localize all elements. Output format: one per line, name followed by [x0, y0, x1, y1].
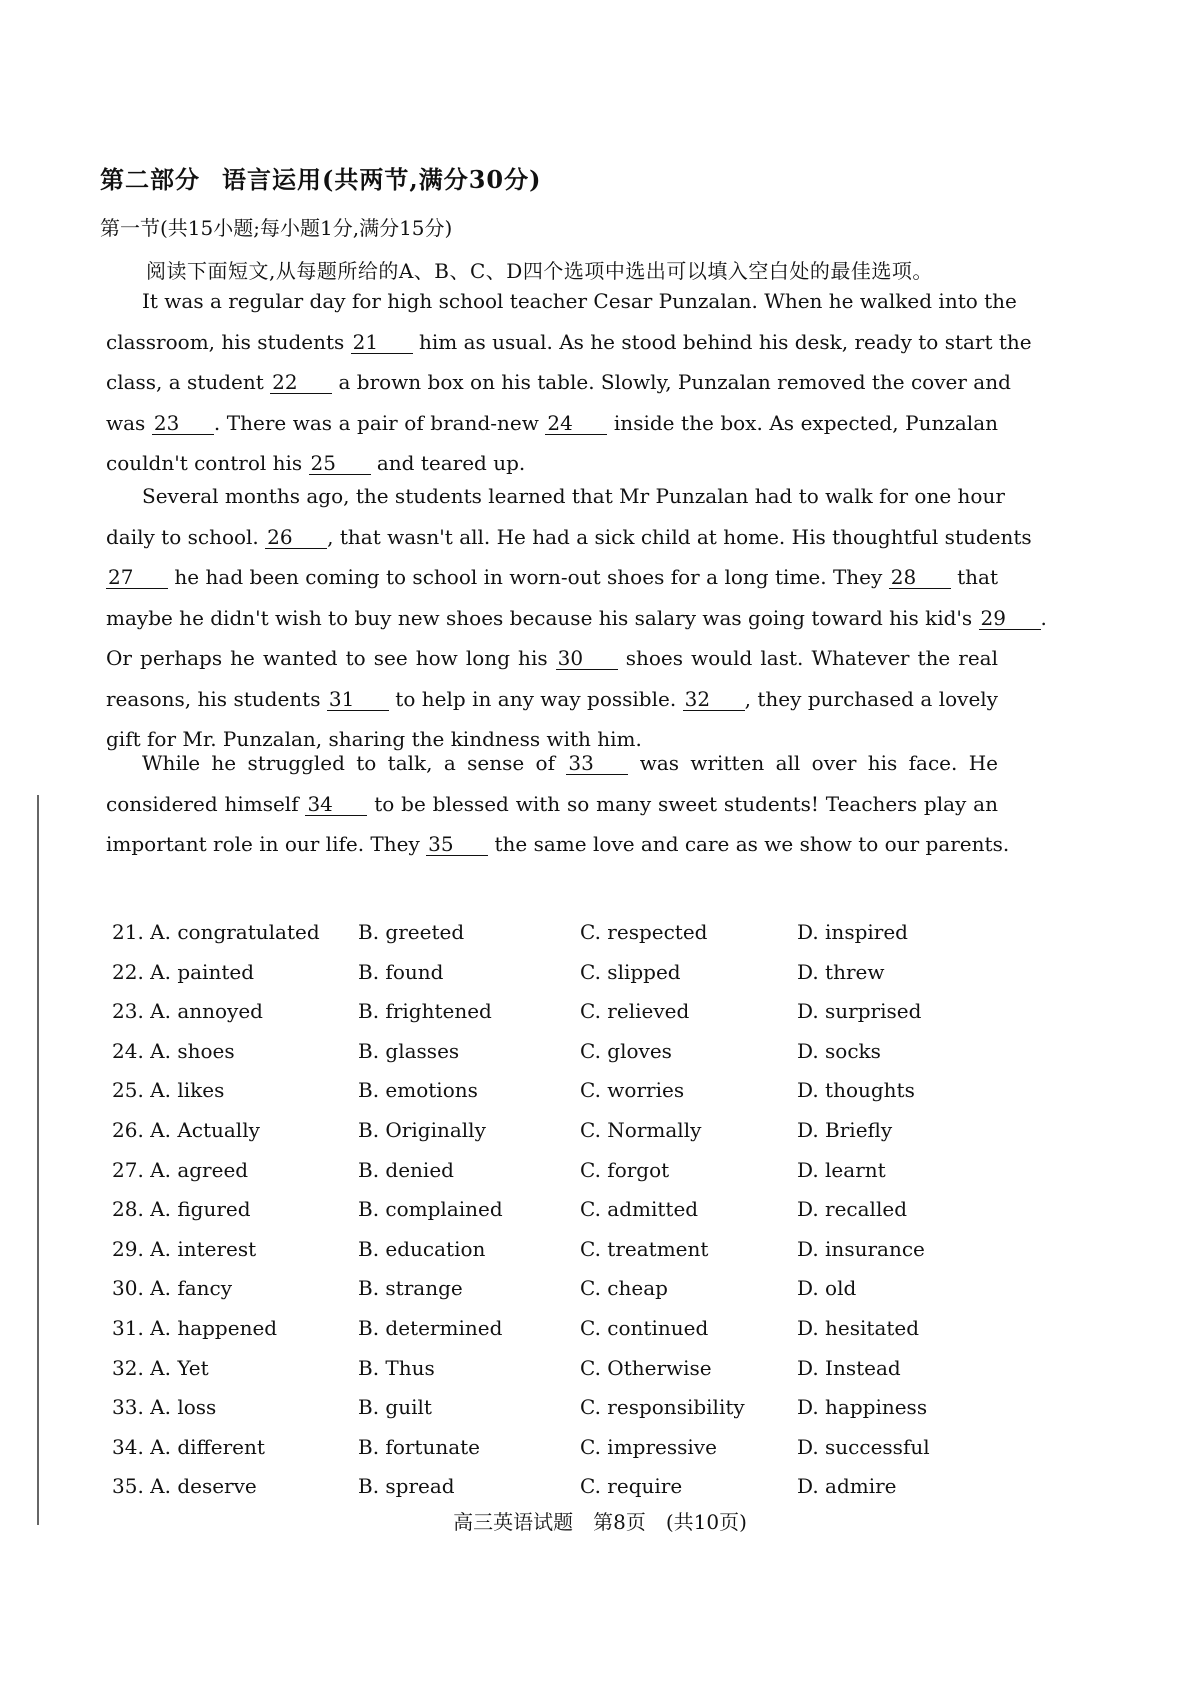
passage-text: maybe he didn't wish to buy new shoes because his salary was going toward his kid's [106, 605, 979, 630]
blank-26[interactable]: 26 [265, 526, 327, 549]
option-b[interactable]: B. denied [358, 1157, 454, 1182]
option-b[interactable]: B. Originally [358, 1117, 486, 1142]
blank-31[interactable]: 31 [327, 688, 389, 711]
option-b[interactable]: B. glasses [358, 1038, 460, 1063]
option-a[interactable]: 32. A. Yet [112, 1355, 209, 1380]
passage-text: that [950, 565, 998, 589]
option-a[interactable]: 35. A. deserve [112, 1474, 257, 1499]
passage-line [106, 322, 1032, 363]
passage-line [106, 517, 1032, 558]
passage-line [106, 679, 998, 720]
option-c[interactable]: C. impressive [580, 1434, 717, 1459]
passage-text: It was a regular day for high school teacher Cesar Punzalan. When he walked into the [142, 289, 1017, 313]
passage-text: and teared up. [370, 451, 526, 475]
passage-line [106, 743, 998, 784]
passage-text: , that wasn't all. He had a sick child at home. His thoughtful students [327, 524, 1032, 549]
passage-text: classroom, his students [106, 329, 351, 354]
option-d[interactable]: D. Briefly [797, 1117, 893, 1142]
blank-34[interactable]: 34 [305, 793, 367, 816]
option-c[interactable]: C. continued [580, 1315, 709, 1340]
option-d[interactable]: D. hesitated [797, 1315, 920, 1340]
passage-text: gift for Mr. Punzalan, sharing the kindness with him. [106, 727, 642, 751]
option-a[interactable]: 33. A. loss [112, 1395, 217, 1420]
option-b[interactable]: B. found [358, 959, 444, 984]
passage-paragraph-1 [106, 281, 1032, 484]
option-d[interactable]: D. inspired [797, 920, 908, 944]
passage-line [106, 557, 998, 598]
passage-line [106, 403, 998, 444]
option-b[interactable]: B. Thus [358, 1355, 435, 1380]
passage-paragraph-2 [106, 476, 1047, 760]
option-d[interactable]: D. threw [797, 959, 885, 984]
option-b[interactable]: B. education [358, 1236, 486, 1261]
blank-23[interactable]: 23 [152, 412, 214, 435]
blank-32[interactable]: 32 [683, 688, 745, 711]
passage-text: considered himself [106, 791, 306, 816]
passage-text: While he struggled to talk, a sense of [142, 751, 567, 775]
option-a[interactable]: 34. A. different [112, 1434, 265, 1459]
passage-text: shoes would last. Whatever the real [617, 646, 998, 670]
option-c[interactable]: C. Normally [580, 1117, 702, 1142]
option-d[interactable]: D. insurance [797, 1236, 925, 1261]
blank-33[interactable]: 33 [566, 752, 628, 775]
blank-25[interactable]: 25 [309, 452, 371, 475]
option-b[interactable]: B. frightened [358, 999, 492, 1024]
option-c[interactable]: C. cheap [580, 1276, 668, 1301]
passage-line [106, 638, 998, 679]
option-d[interactable]: D. surprised [797, 999, 922, 1024]
section-title-part: 第二部分 [100, 165, 200, 194]
option-b[interactable]: B. spread [358, 1474, 455, 1499]
option-b[interactable]: B. fortunate [358, 1434, 481, 1459]
passage-line [106, 476, 1005, 517]
passage-text: a brown box on his table. Slowly, Punzalan removed the cover and [332, 370, 1011, 394]
option-a[interactable]: 25. A. likes [112, 1078, 225, 1103]
passage-text: inside the box. As expected, Punzalan [607, 410, 999, 435]
blank-35[interactable]: 35 [426, 833, 488, 856]
option-d[interactable]: D. admire [797, 1474, 897, 1499]
passage-line [106, 824, 1010, 865]
passage-text: was [106, 410, 152, 435]
option-a[interactable]: 23. A. annoyed [112, 999, 263, 1024]
option-a[interactable]: 28. A. figured [112, 1197, 251, 1222]
blank-29[interactable]: 29 [979, 607, 1041, 630]
passage-text: to help in any way possible. [388, 686, 683, 711]
blank-21[interactable]: 21 [351, 331, 413, 354]
blank-30[interactable]: 30 [556, 647, 618, 670]
option-b[interactable]: B. strange [358, 1276, 463, 1301]
option-a[interactable]: 26. A. Actually [112, 1117, 260, 1142]
subsection-title: 第一节(共15小题;每小题1分,满分15分) [100, 216, 453, 240]
option-d[interactable]: D. thoughts [797, 1078, 915, 1103]
passage-text: Several months ago, the students learned that Mr Punzalan had to walk for one hour [142, 484, 1005, 508]
option-b[interactable]: B. complained [358, 1197, 503, 1222]
option-b[interactable]: B. emotions [358, 1078, 478, 1103]
option-d[interactable]: D. happiness [797, 1395, 928, 1420]
passage-line [106, 281, 1017, 322]
blank-28[interactable]: 28 [889, 566, 951, 589]
option-b[interactable]: B. guilt [358, 1395, 432, 1420]
option-d[interactable]: D. learnt [797, 1157, 886, 1182]
option-c[interactable]: C. admitted [580, 1197, 699, 1222]
option-d[interactable]: D. old [797, 1276, 857, 1301]
option-d[interactable]: D. socks [797, 1038, 881, 1063]
option-a[interactable]: 29. A. interest [112, 1236, 257, 1261]
option-a[interactable]: 30. A. fancy [112, 1276, 233, 1301]
passage-text: the same love and care as we show to our parents. [488, 832, 1010, 856]
passage-text: class, a student [106, 370, 271, 394]
page-footer: 高三英语试题 第8页 (共10页) [453, 1510, 747, 1534]
passage-text: , they purchased a lovely [744, 686, 998, 711]
section-title-name: 语言运用(共两节,满分30分) [222, 165, 542, 194]
passage-line [106, 598, 1047, 639]
blank-24[interactable]: 24 [545, 412, 607, 435]
passage-text: daily to school. [106, 524, 266, 549]
passage-text: he had been coming to school in worn-out shoes for a long time. They [168, 565, 889, 589]
option-c[interactable]: C. relieved [580, 999, 690, 1024]
blank-22[interactable]: 22 [270, 371, 332, 394]
passage-line [106, 362, 1011, 403]
passage-paragraph-3 [106, 743, 1010, 865]
passage-line [106, 784, 998, 825]
passage-text: couldn't control his [106, 451, 309, 475]
option-c[interactable]: C. Otherwise [580, 1355, 712, 1380]
option-c[interactable]: C. treatment [580, 1236, 709, 1261]
option-a[interactable]: 31. A. happened [112, 1315, 278, 1340]
passage-text: . There was a pair of brand-new [213, 410, 546, 435]
instruction-text: 阅读下面短文,从每题所给的A、B、C、D四个选项中选出可以填入空白处的最佳选项。 [146, 259, 933, 283]
passage-text: him as usual. As he stood behind his desk, ready to start the [412, 329, 1032, 354]
blank-27[interactable]: 27 [106, 566, 168, 589]
option-d[interactable]: D. successful [797, 1434, 930, 1459]
binding-margin-line [37, 795, 39, 1525]
option-d[interactable]: D. recalled [797, 1197, 907, 1222]
passage-text: . [1040, 605, 1047, 630]
option-c[interactable]: C. worries [580, 1078, 685, 1103]
option-b[interactable]: B. greeted [358, 920, 465, 944]
passage-text: was written all over his face. He [628, 751, 998, 775]
option-a[interactable]: 22. A. painted [112, 959, 255, 984]
option-b[interactable]: B. determined [358, 1315, 503, 1340]
section-title [100, 160, 541, 195]
passage-text: important role in our life. They [106, 832, 427, 856]
option-a[interactable]: 24. A. shoes [112, 1038, 235, 1063]
option-c[interactable]: C. respected [580, 920, 708, 944]
passage-text: to be blessed with so many sweet students! Teachers play an [367, 791, 998, 816]
option-a[interactable]: 21. A. congratulated [112, 920, 320, 944]
option-c[interactable]: C. responsibility [580, 1395, 745, 1420]
passage-text: reasons, his students [106, 686, 327, 711]
option-c[interactable]: C. gloves [580, 1038, 672, 1063]
option-c[interactable]: C. slipped [580, 959, 681, 984]
option-d[interactable]: D. Instead [797, 1355, 901, 1380]
option-c[interactable]: C. forgot [580, 1157, 670, 1182]
passage-text: Or perhaps he wanted to see how long his [106, 646, 556, 670]
option-c[interactable]: C. require [580, 1474, 683, 1499]
option-a[interactable]: 27. A. agreed [112, 1157, 249, 1182]
